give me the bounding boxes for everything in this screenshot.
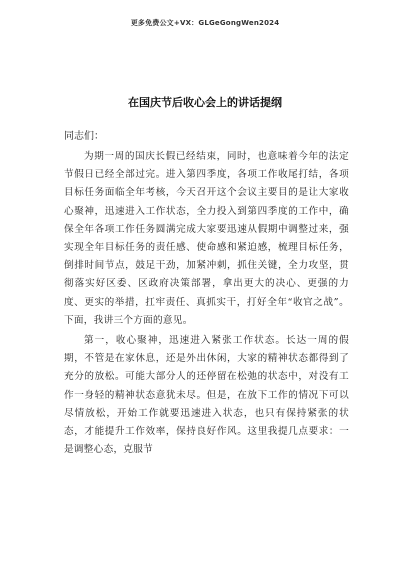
- header-note: 更多免费公文+VX：GLGeGongWen2024: [130, 19, 280, 27]
- document-title: 在国庆节后收心会上的讲话提纲: [128, 96, 282, 109]
- salutation: 同志们：: [64, 131, 104, 142]
- paragraph-intro: 为期一周的国庆长假已经结束，同时，也意味着今年的法定节假日已经全部过完。进入第四季度，各项工作收尾打结，各项目标任务面临全年考核，今天召开这个会议主要目的是让大家收心聚神，迅速进入工作状态，全力投入到第四季度的工作中，确保全年各项工作任务圆满完成大家要迅速从假期中调整过来，强实现全年目标任务的责任感、使命感和紧迫感，梳理目标任务，倒排时间节点，鼓足干劲，加紧冲刺，抓住关键，全力攻坚，贯彻落实好区委、区政府决策部署，拿出更大的决心、更强的力度、更实的举措，扛牢责任、真抓实干，打好全年“收官之战”。下面，我讲三个方面的意见。: [64, 151, 349, 326]
- document-body: [64, 148, 349, 461]
- paragraph-first-point: 第一，收心聚神，迅速进入紧张工作状态。长达一周的假期，不管是在家休息，还是外出休闲，大家的精神状态都得到了充分的放松。可能大部分人的还停留在松弛的状态中，对没有工作一身轻的精神状态意犹未尽。但是，在放下工作的情况下可以尽情放松，开始工作就要迅速进入状态，也只有保持紧张的状态，才能提升工作效率，保持良好作风。这里我提几点要求：一是调整心态，克服节: [64, 335, 349, 456]
